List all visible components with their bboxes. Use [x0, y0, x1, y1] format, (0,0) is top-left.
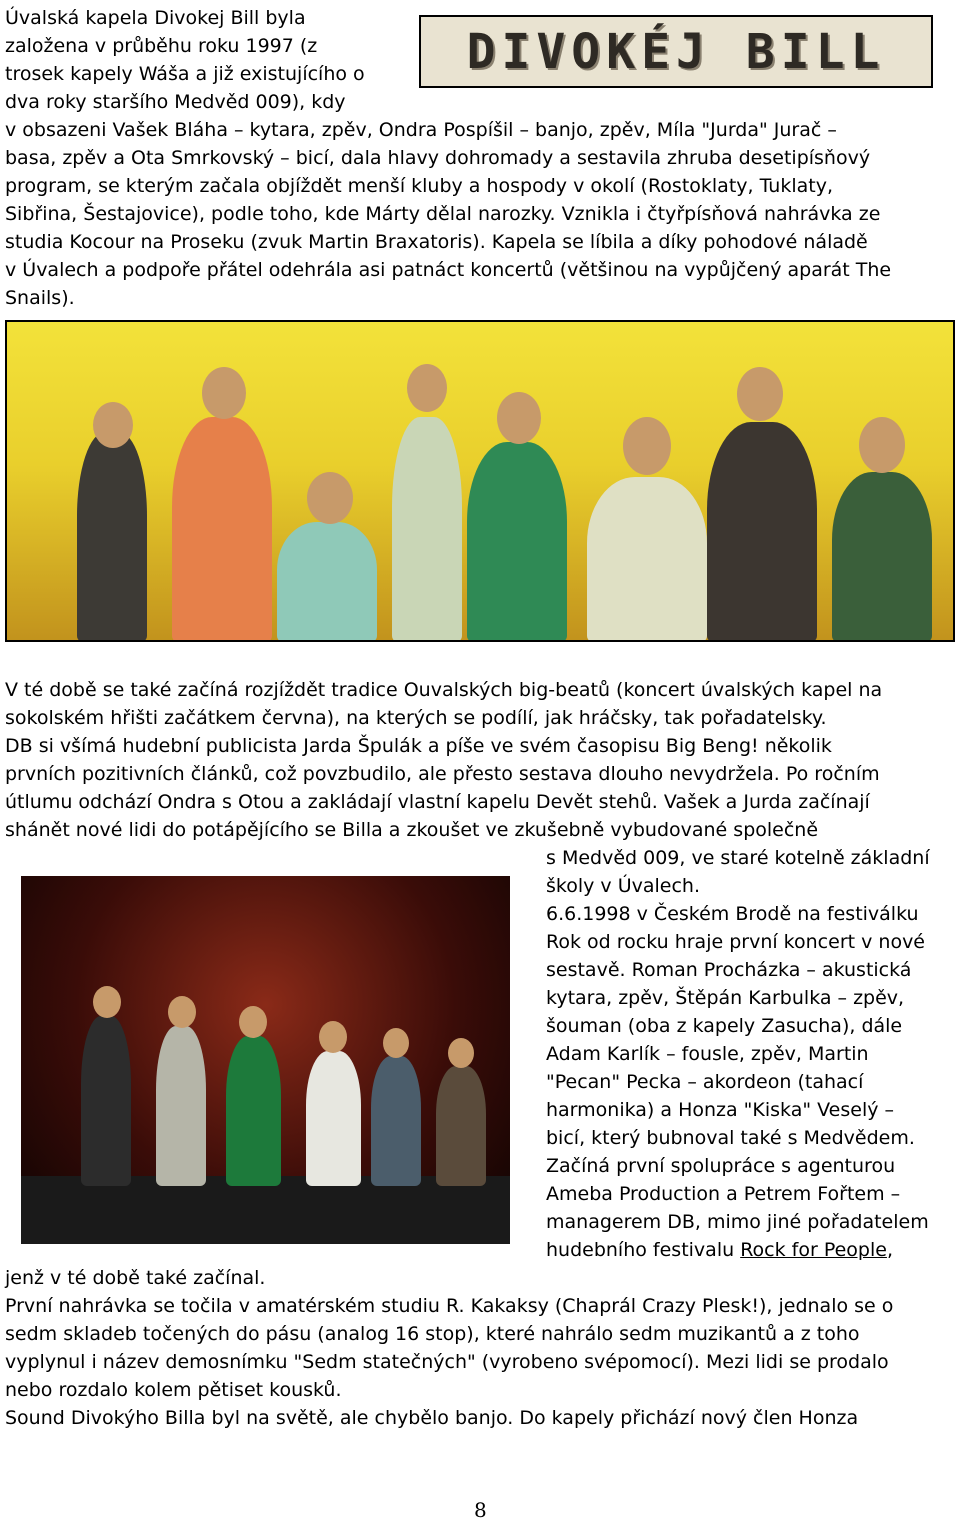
- side-column-line: managerem DB, mimo jiné pořadatelem: [546, 1211, 929, 1233]
- paragraph2-line: sokolském hřišti začátkem června), na kterých se podílí, jak hráčsky, tak pořadatelsky.: [5, 707, 827, 729]
- side-column-line: "Pecan" Pecka – akordeon (tahací: [546, 1071, 864, 1093]
- rock-for-people-link[interactable]: Rock for People: [740, 1239, 887, 1261]
- band-member-figure: [172, 417, 272, 642]
- paragraph3-line: vyplynul i název demosnímku "Sedm statečných" (vyrobeno svépomocí). Mezi lidi se prodalo: [5, 1351, 889, 1373]
- side-column-line: kytara, zpěv, Štěpán Karbulka – zpěv,: [546, 987, 905, 1009]
- band-member-figure: [707, 422, 817, 642]
- band-member-figure: [77, 432, 147, 642]
- side-column-line: Adam Karlík – fousle, zpěv, Martin: [546, 1043, 869, 1065]
- performer-figure: [371, 1056, 421, 1186]
- band-member-head: [93, 402, 133, 448]
- side-column-line: harmonika) a Honza "Kiska" Veselý –: [546, 1099, 895, 1121]
- paragraph1-line: trosek kapely Wáša a již existujícího o: [5, 63, 365, 85]
- side-column-line: sestavě. Roman Procházka – akustická: [546, 959, 912, 981]
- band-member-head: [859, 417, 905, 473]
- paragraph3-line: Sound Divokýho Billa byl na světě, ale chybělo banjo. Do kapely přichází nový člen Honza: [5, 1407, 859, 1429]
- paragraph3-line: sedm skladeb točených do pásu (analog 16 stop), které nahrálo sedm muzikantů a z toho: [5, 1323, 860, 1345]
- performer-head: [448, 1038, 474, 1068]
- band-member-head: [307, 472, 353, 524]
- side-column-link-prefix: hudebního festivalu: [546, 1239, 741, 1261]
- performer-figure: [156, 1026, 206, 1186]
- band-member-head: [623, 417, 671, 475]
- side-column-line: Rok od rocku hraje první koncert v nové: [546, 931, 925, 953]
- band-member-head: [737, 367, 783, 421]
- performer-head: [239, 1006, 267, 1038]
- side-column-line: šouman (oba z kapely Zasucha), dále: [546, 1015, 903, 1037]
- paragraph1-line: Úvalská kapela Divokej Bill byla: [5, 7, 306, 29]
- paragraph1-line: studia Kocour na Proseku (zvuk Martin Braxatoris). Kapela se líbila a díky pohodové náladě: [5, 231, 868, 253]
- paragraph3-line: jenž v té době také začínal.: [5, 1267, 266, 1289]
- band-group-photo: [5, 320, 955, 642]
- performer-figure: [81, 1016, 131, 1186]
- performer-figure: [226, 1036, 281, 1186]
- page-number: 8: [474, 1498, 487, 1522]
- performer-head: [168, 996, 196, 1028]
- paragraph1-line: založena v průběhu roku 1997 (z: [5, 35, 318, 57]
- paragraph2-line: shánět nové lidi do potápějícího se Billa a zkoušet ve zkušebně vybudované společně: [5, 819, 819, 841]
- side-column-line: 6.6.1998 v Českém Brodě na festiválku: [546, 903, 919, 925]
- paragraph1-line: Sibřina, Šestajovice), podle toho, kde Márty dělal narozky. Vznikla i čtyřpísňová nahrávka ze: [5, 203, 881, 225]
- performer-figure: [436, 1066, 486, 1186]
- performer-head: [319, 1021, 347, 1053]
- band-member-figure: [277, 522, 377, 642]
- band-member-figure: [832, 472, 932, 642]
- side-column-link-suffix: ,: [886, 1239, 893, 1261]
- band-member-head: [497, 392, 541, 444]
- paragraph1-line: v Úvalech a podpoře přátel odehrála asi patnáct koncertů (většinou na vypůjčený aparát The: [5, 259, 892, 281]
- stage-floor: [21, 1176, 510, 1244]
- side-column-line: bicí, který bubnoval také s Medvědem.: [546, 1127, 915, 1149]
- band-member-head: [407, 364, 447, 412]
- band-member-figure: [587, 477, 707, 642]
- band-member-figure: [467, 442, 567, 642]
- side-column-last-line: [546, 1236, 893, 1264]
- paragraph1-line: v obsazeni Vašek Bláha – kytara, zpěv, Ondra Pospíšil – banjo, zpěv, Míla "Jurda" Jurač –: [5, 119, 837, 141]
- performer-figure: [306, 1051, 361, 1186]
- paragraph3-line: První nahrávka se točila v amatérském studiu R. Kakaksy (Chaprál Crazy Plesk!), jednalo se o: [5, 1295, 894, 1317]
- band-logo-text: DIVOKÉJ BILL: [466, 23, 886, 80]
- band-member-figure: [392, 417, 462, 642]
- side-column-line: s Medvěd 009, ve staré kotelně základní: [546, 847, 930, 869]
- paragraph3-line: nebo rozdalo kolem pětiset kousků.: [5, 1379, 342, 1401]
- side-column-line: Ameba Production a Petrem Fořtem –: [546, 1183, 901, 1205]
- performer-head: [93, 986, 121, 1018]
- paragraph2-line: útlumu odchází Ondra s Otou a zakládají vlastní kapelu Devět stehů. Vašek a Jurda začínají: [5, 791, 870, 813]
- paragraph1-line: basa, zpěv a Ota Smrkovský – bicí, dala hlavy dohromady a sestavila zhruba desetipísňový: [5, 147, 871, 169]
- paragraph2-line: DB si všímá hudební publicista Jarda Špulák a píše ve svém časopisu Big Beng! několik: [5, 735, 832, 757]
- paragraph1-line: dva roky staršího Medvěd 009), kdy: [5, 91, 346, 113]
- paragraph1-line: Snails).: [5, 287, 75, 309]
- paragraph2-line: V té době se také začíná rozjíždět tradice Ouvalských big-beatů (koncert úvalských kapel na: [5, 679, 883, 701]
- band-logo: [419, 15, 933, 88]
- side-column-line: školy v Úvalech.: [546, 875, 700, 897]
- paragraph2-line: prvních pozitivních článků, což povzbudilo, ale přesto sestava dlouho nevydržela. Po ročním: [5, 763, 880, 785]
- band-member-head: [202, 367, 246, 419]
- performer-head: [383, 1028, 409, 1058]
- side-column-line: Začíná první spolupráce s agenturou: [546, 1155, 896, 1177]
- paragraph1-line: program, se kterým začala objíždět menší kluby a hospody v okolí (Rostoklaty, Tuklaty,: [5, 175, 834, 197]
- concert-photo: [21, 876, 510, 1244]
